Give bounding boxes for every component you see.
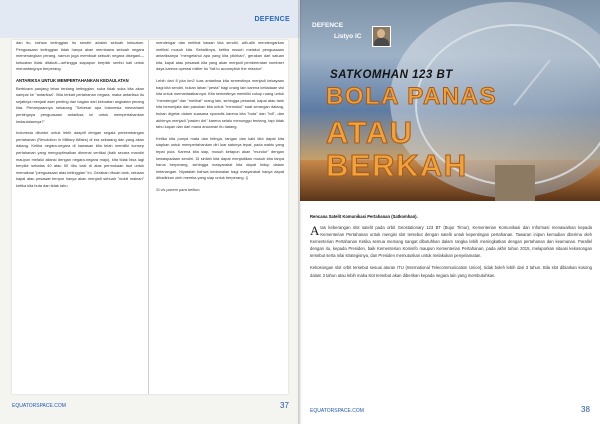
right-footer-website: EQUATORSPACE.COM	[310, 408, 364, 414]
headline-line-2: ATAU	[326, 115, 414, 150]
left-col2-paragraph: Ketika kita punya mata dan telinga, tangan dan kaki kita dapat kita siapkan untuk mempertahankan diri luar satunya tepat, pada waktu yang tepat pula. Karena kita siap, musuh ketapun akan "mundur" dengan kewaspadaan sendiri. Di sinilah kita dapat menjadikan musuh kita tanpa harus berperang, sehingga masyarakat kita dapat hidup dalam ketenangan. Niyatalah bahwa kedamaian bagi masyarakat hanya dapat dihadirkan oleh mereka yang siap untuk berperang. §	[156, 135, 284, 181]
headline-line-1: BOLA PANAS	[326, 83, 497, 110]
article-body	[310, 224, 592, 284]
avatar-head-shape	[377, 29, 385, 38]
dish-base-shape	[495, 165, 535, 201]
left-column-2	[152, 40, 288, 198]
left-col2-paragraph: Lebih dari 8 juta km2 luas antariksa kita semestinya menjadi kekayaan bagi kita sendiri, bukan lahan "pesta" bagi orang lain karena ketiadaan visi kita untuk memanfaatkannya. Kita semestinya memiliki cukup ruang untuk "mendengar" dan "melihat" orang lain, sehingga pesawat, kapal atau tank kita bersenjata dan pasukan kita untuk "memukul" saat serangan datang, bukan digelar dalam suasana sporadis karena kita "buta" dan "tuli", dan akhirnya menjadi "pasien diri" karena selalu menunggu tentang, tapi tidak tahu kapan dan dari mana ancaman itu datang.	[156, 77, 284, 130]
author-name: Listyo IC	[334, 33, 362, 40]
left-column-1	[12, 40, 149, 394]
page-gutter	[298, 0, 302, 424]
left-content-box	[12, 40, 288, 394]
drop-cap: A	[310, 223, 320, 238]
article-paragraph	[310, 224, 592, 259]
hero-image	[300, 0, 600, 201]
photo-caption: Rencana Satelit Komunikasi Pertahanan (Satkomhan).	[310, 214, 418, 219]
headline-line-3: BERKAH	[326, 148, 468, 183]
left-col2-closing: Si vis pacem para bellum.	[156, 186, 201, 192]
avatar-body-shape	[374, 38, 389, 47]
right-page	[300, 0, 600, 424]
left-col2-paragraph: mendengar dan melihat kawan kita sendiri, alih-alih mendengarkan melihat musuh kita. Sebaliknya, ketika musuh melakui penguasaan antariksanya "mengetahui apa yang kita pikirkan", gerakan dari satuan kita, kapal atau pesawat kita yang akan menjadi pembeeratan numbser daya karena operasi militer itu "fail to accomplish the mission".	[156, 40, 284, 72]
right-section-label: DEFENCE	[312, 22, 344, 29]
headline-subtitle: SATKOMHAN 123 BT	[330, 69, 453, 81]
right-page-number: 38	[581, 405, 590, 414]
left-page-number: 37	[280, 401, 289, 410]
left-footer-website: EQUATORSPACE.COM	[12, 403, 66, 409]
left-col1-paragraph: dari itu, bahwa ketinggian itu sendiri adalah sebuah kekuatan. Penguasaan ketinggian tidak hanya akan membawa sebuah negara memenangkan perang, namun juga membuat sebuah negara disegani—kekuatan tidak ditakuti—sehingga siapapun berpikir seribu kali untuk menantangnya berperang.	[16, 40, 144, 72]
left-col1-paragraph: Indonesia dituntut untuk lebih adaptif dengan segala perkembangan pertahanan (Revolution in Military Affairs) di era sekarang dan yang akan datang. Ketika negara-negara di kawasan kita telah memiliki konsep pertahanan yang mengoptimalkan dimensi vertikal (baik secara mandiri maupun melalui aliansi dengan negara-negara maju), kita tidak bisa lagi berpikir sebatas 40 atau 50 ribu kaki di atas permukaan laut untuk memaknai "penguasaan atas ketinggian" ini. Gerakan ribuan tank, ratusan kapal atau pesawat tempur hanya akan menjadi sebuah "mobil mainan" ketika kita buta dan tidak tahu	[16, 130, 144, 188]
author-avatar	[372, 26, 391, 47]
left-section-label: DEFENCE	[254, 16, 290, 23]
article-paragraph-text: tas keberangan slot satelit pada orbit Geostationary 123 BT (Bujur Timur), Kementerian Komunikasi dan Informasi menawarkan kepada Kementerian Pertahanan untuk mengisi slot tersebut dengan satelit untuk kepentingan pertahanan. Tawaran inipun kemudian diterima oleh Kementerian Pertahanan Ketika semua memang sangat dibutuhkan dalam rangka lebih meningkatkan dengan pertahanan dan keamanan. Parallel dengan itu, kepada Presiden, baik Kementerian Kominfo maupun Kementerian Pertahanan, pada akhir tahun 2015, melaporkan situasi kekosongan tersebut serta nilai strategisnya, dan Presiden memutuskan untuk melakukan penyelamatan.	[310, 225, 592, 259]
left-col1-heading: ANTARIKSA UNTUK MEMPERTAHANKAN KEDAULATAN	[16, 77, 129, 83]
left-col1-paragraph: Berbicara panjang lebar tentang ketinggian, suka tidak suka kita akan sampai ke "antariksa". Bila terkait pertahanan negara, maka antariksa itu sejatinya menjadi aset penting dan bagian dari kekuatan angkatan perang kita. Pertanyaannya sekarang "Sebesar apa Indonesia memahami pentingnya penguasaan antariksa ini untuk mempertahankan kedaulatannya?"	[16, 85, 144, 124]
article-paragraph: Kekosongan slot orbit tersebut sesuai aturan ITU (International Telecommunication Union), tidak boleh lebih dari 3 tahun. Bila slot dibiarkan kosong dalam 3 tahun atau lebih maka slot tersebut akan diberikan kepada negara lain yang membutuhkan.	[310, 265, 592, 278]
